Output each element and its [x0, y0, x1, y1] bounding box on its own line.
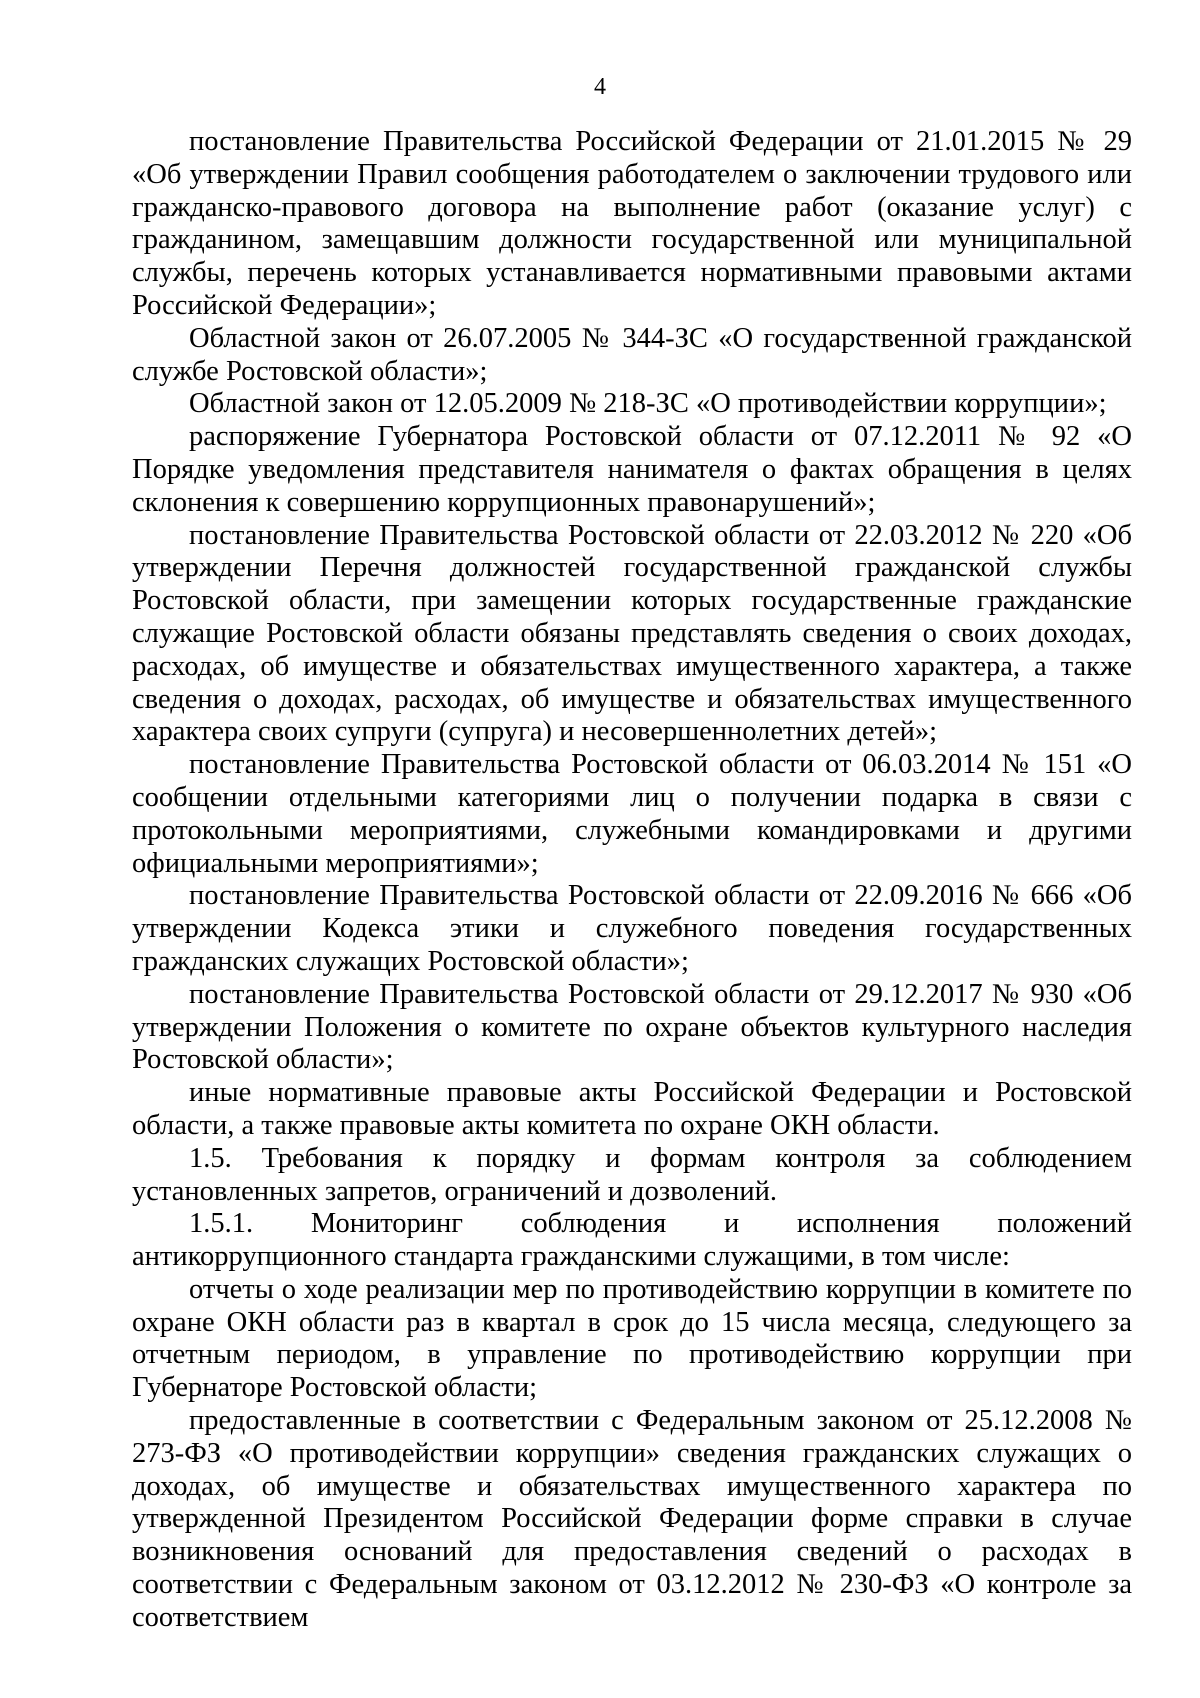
paragraph-quarterly-reports: отчеты о ходе реализации мер по противодействию коррупции в комитете по охране ОКН области раз в квартал в срок до 15 числа месяца, следующего за отчетным периодом, в управление по противодействию коррупции при Губернаторе Ростовской области;	[132, 1273, 1132, 1404]
paragraph-regional-decree-151: постановление Правительства Ростовской области от 06.03.2014 № 151 «О сообщении отдельными категориями лиц о получении подарка в связи с протокольными мероприятиями, служебными командировками и другими официальными мероприятиями»;	[132, 749, 1132, 879]
paragraph-government-decree-29: постановление Правительства Российской Федерации от 21.01.2015 № 29 «Об утверждении Правил сообщения работодателем о заключении трудового или гражданско-правового договора на выполнение работ (оказание услуг) с гражданином, замещавшим должности государственной или муниципальной службы, перечень которых устанавливается нормативными правовыми актами Российской Федерации»;	[132, 126, 1132, 321]
paragraph-section-1-5-1: 1.5.1. Мониторинг соблюдения и исполнения положений антикоррупционного стандарта гражданскими служащими, в том числе:	[132, 1208, 1132, 1273]
paragraph-regional-decree-220: постановление Правительства Ростовской области от 22.03.2012 № 220 «Об утверждении Перечня должностей государственной гражданской службы Ростовской области, при замещении которых государственные гражданские служащие Ростовской области обязаны представлять сведения о своих доходах, расходах, об имуществе и обязательствах имущественного характера, а также сведения о доходах, расходах, об имуществе и обязательствах имущественного характера своих супруги (супруга) и несовершеннолетних детей»;	[132, 519, 1132, 748]
paragraph-regional-law-218: Областной закон от 12.05.2009 № 218-ЗС «О противодействии коррупции»;	[189, 388, 1107, 420]
paragraph-section-1-5: 1.5. Требования к порядку и формам контроля за соблюдением установленных запретов, ограничений и дозволений.	[132, 1142, 1132, 1207]
paragraph-other-acts: иные нормативные правовые акты Российской Федерации и Ростовской области, а также правовые акты комитета по охране ОКН области.	[132, 1077, 1132, 1141]
page-number: 4	[594, 74, 606, 100]
paragraph-regional-decree-666: постановление Правительства Ростовской области от 22.09.2016 № 666 «Об утверждении Кодекса этики и служебного поведения государственных гражданских служащих Ростовской области»;	[132, 880, 1132, 977]
paragraph-income-information: предоставленные в соответствии с Федеральным законом от 25.12.2008 № 273-ФЗ «О противодействии коррупции» сведения гражданских служащих о доходах, об имуществе и обязательствах имущественного характера по утвержденной Президентом Российской Федерации форме справки в случае возникновения оснований для предоставления сведений о расходах в соответствии с Федеральным законом от 03.12.2012 № 230-ФЗ «О контроле за соответствием	[132, 1405, 1132, 1633]
paragraph-regional-law-344: Областной закон от 26.07.2005 № 344-ЗС «О государственной гражданской службе Ростовской области»;	[132, 322, 1132, 387]
paragraph-regional-decree-930: постановление Правительства Ростовской области от 29.12.2017 № 930 «Об утверждении Положения о комитете по охране объектов культурного наследия Ростовской области»;	[132, 978, 1132, 1076]
document-body	[132, 126, 1132, 1635]
paragraph-governor-order-92: распоряжение Губернатора Ростовской области от 07.12.2011 № 92 «О Порядке уведомления представителя нанимателя о фактах обращения в целях склонения к совершению коррупционных правонарушений»;	[132, 421, 1132, 518]
